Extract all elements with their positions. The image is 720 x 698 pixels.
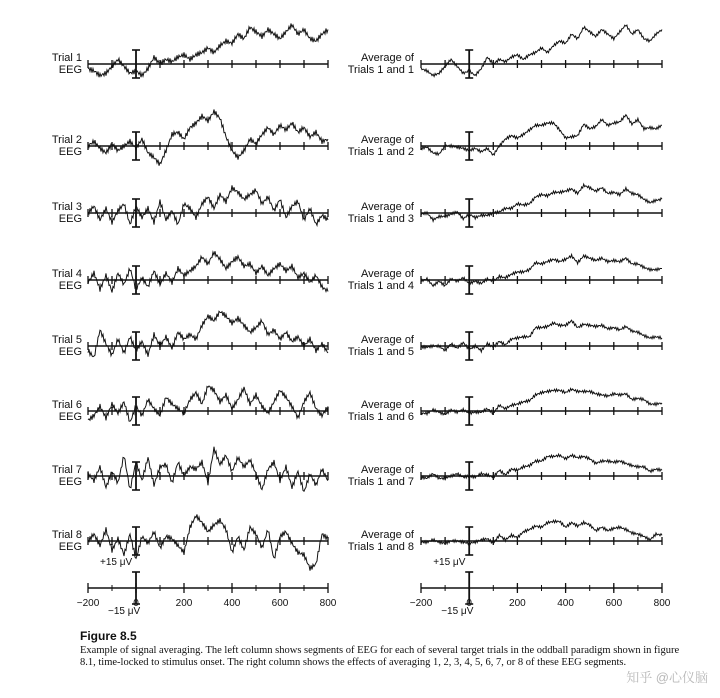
left-row-label-line1: Trial 8 (51, 529, 82, 541)
figure-caption (80, 630, 680, 669)
left-row-label-line2: EEG (58, 346, 82, 358)
right-x-tick-label: 800 (653, 598, 671, 609)
left-row-label-3 (52, 201, 82, 225)
caption-text: Example of signal averaging. The left column shows segments of EEG for each of several target trials in the oddball paradigm shown in figure 8.1, time-locked to stimulus onset. The right column shows the effects of averaging 1, 2, 3, 4, 5, 6, 7, or 8 of these EEG segments. (80, 645, 680, 668)
left-row-label-line2: EEG (58, 146, 82, 158)
right-x-tick-label: 200 (509, 598, 526, 609)
left-scale-plus-label: +15 μV (100, 557, 133, 568)
right-row-label-line2: Trials 1 and 2 (347, 146, 414, 158)
left-row-label-4 (52, 268, 82, 292)
left-row-label-line2: EEG (58, 64, 82, 76)
caption-title: Figure 8.5 (80, 629, 137, 643)
watermark: 知乎 @心仪脑 (626, 670, 708, 685)
left-x-tick-label: 0 (133, 598, 139, 609)
right-row-label-line1: Average of (360, 529, 414, 541)
right-x-tick-label: 600 (605, 598, 623, 609)
right-x-tick-label: 0 (466, 598, 472, 609)
left-trace-1 (88, 24, 328, 78)
left-row-label-line2: EEG (58, 411, 82, 423)
right-row-label-line1: Average of (360, 52, 414, 64)
left-trace-2 (88, 110, 328, 166)
left-row-label-line2: EEG (58, 541, 82, 553)
right-row-label-line2: Trials 1 and 1 (347, 64, 414, 76)
right-row-label-line1: Average of (360, 464, 414, 476)
left-x-tick-label: −200 (76, 598, 100, 609)
left-row-label-line1: Trial 6 (51, 399, 82, 411)
right-row-label-line1: Average of (360, 268, 414, 280)
right-row-label-line2: Trials 1 and 6 (347, 411, 414, 423)
left-row-label-1 (52, 52, 82, 76)
left-row-label-6 (52, 399, 82, 423)
right-row-label-1 (348, 52, 414, 76)
right-row-label-4 (348, 268, 414, 292)
left-row-label-line2: EEG (58, 213, 82, 225)
left-row-label-5 (52, 334, 82, 358)
right-row-label-line2: Trials 1 and 8 (347, 541, 414, 553)
right-row-label-8 (348, 529, 414, 553)
left-trace-4 (88, 251, 328, 292)
left-trace-3 (88, 185, 328, 225)
right-row-label-line1: Average of (360, 134, 414, 146)
left-trace-7 (88, 447, 328, 492)
right-row-label-6 (348, 399, 414, 423)
right-row-label-line2: Trials 1 and 7 (347, 476, 414, 488)
left-row-label-line1: Trial 4 (51, 268, 82, 280)
right-trace-1 (421, 25, 662, 76)
left-row-label-8 (52, 529, 82, 553)
left-x-tick-label: 600 (271, 598, 289, 609)
right-row-label-line1: Average of (360, 399, 414, 411)
right-row-label-line2: Trials 1 and 3 (347, 213, 414, 225)
left-row-label-line2: EEG (58, 280, 82, 292)
right-x-tick-label: 400 (557, 598, 574, 609)
right-row-label-line1: Average of (360, 201, 414, 213)
left-x-tick-label: 400 (223, 598, 241, 609)
right-row-label-5 (348, 334, 414, 358)
left-scale-minus-label: −15 μV (108, 606, 141, 617)
left-row-label-line1: Trial 7 (51, 464, 82, 476)
right-row-label-line1: Average of (360, 334, 414, 346)
right-scale-plus-label: +15 μV (433, 557, 466, 568)
right-x-tick-label: −200 (409, 598, 433, 609)
left-row-label-line1: Trial 2 (51, 134, 82, 146)
left-x-tick-label: 200 (175, 598, 193, 609)
left-row-label-line1: Trial 3 (51, 201, 82, 213)
right-row-label-3 (348, 201, 414, 225)
left-row-label-line1: Trial 5 (51, 334, 82, 346)
right-row-label-line2: Trials 1 and 4 (347, 280, 414, 292)
left-x-tick-label: 800 (319, 598, 337, 609)
left-row-label-7 (52, 464, 82, 488)
left-row-label-line1: Trial 1 (51, 52, 82, 64)
left-trace-6 (88, 386, 328, 421)
left-row-label-2 (52, 134, 82, 158)
right-scale-minus-label: −15 μV (441, 606, 474, 617)
left-row-label-line2: EEG (58, 476, 82, 488)
right-row-label-2 (348, 134, 414, 158)
right-row-label-7 (348, 464, 414, 488)
right-row-label-line2: Trials 1 and 5 (347, 346, 414, 358)
